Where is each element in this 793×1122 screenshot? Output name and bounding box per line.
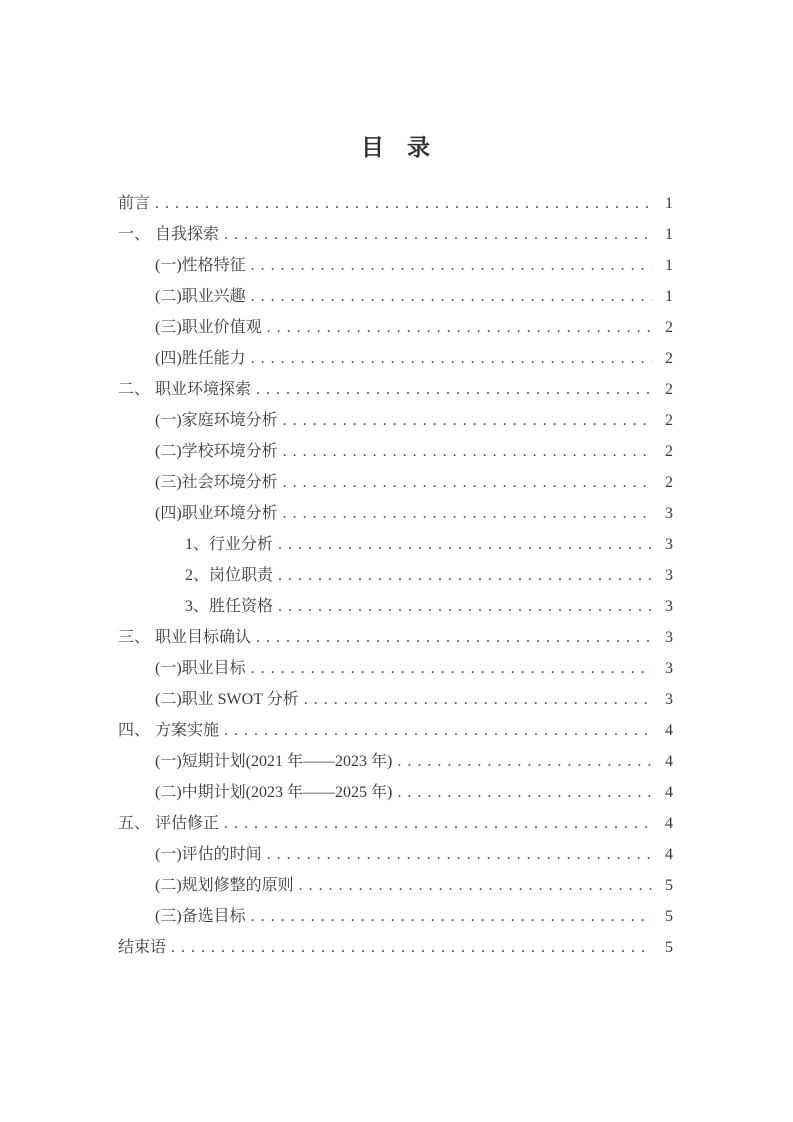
toc-entry[interactable] xyxy=(118,312,673,343)
toc-dot-leader xyxy=(251,653,652,684)
toc-entry-prefix: 一、 xyxy=(118,226,151,243)
toc-dot-leader xyxy=(278,560,652,591)
toc-entry-page: 2 xyxy=(665,443,673,460)
toc-title: 目 录 xyxy=(361,135,430,160)
toc-entry-text: (一)性格特征 xyxy=(155,257,246,274)
toc-entry-page: 3 xyxy=(665,598,673,615)
toc-entry-page: 5 xyxy=(665,877,673,894)
toc-entry-text: 职业目标确认 xyxy=(155,629,252,646)
toc-entry[interactable] xyxy=(118,250,673,281)
toc-entry[interactable] xyxy=(118,374,673,405)
toc-entry-page: 4 xyxy=(665,784,673,801)
toc-entry-page: 3 xyxy=(665,629,673,646)
toc-entry-page: 3 xyxy=(665,567,673,584)
toc-dot-leader xyxy=(278,529,652,560)
toc-dot-leader xyxy=(283,467,652,498)
toc-dot-leader xyxy=(251,343,652,374)
toc-dot-leader xyxy=(171,932,652,963)
toc-dot-leader xyxy=(299,870,652,901)
toc-entry-text: (四)职业环境分析 xyxy=(155,505,278,522)
toc-entry[interactable] xyxy=(118,498,673,529)
toc-entry-page: 5 xyxy=(665,908,673,925)
toc-entry[interactable] xyxy=(118,808,673,839)
toc-dot-leader xyxy=(251,250,652,281)
toc-list xyxy=(118,188,673,963)
toc-entry-page: 1 xyxy=(665,288,673,305)
toc-entry[interactable] xyxy=(118,715,673,746)
toc-entry[interactable] xyxy=(118,529,673,560)
toc-dot-leader xyxy=(304,684,652,715)
toc-entry[interactable] xyxy=(118,560,673,591)
toc-entry-text: (三)社会环境分析 xyxy=(155,474,278,491)
toc-entry[interactable] xyxy=(118,932,673,963)
toc-entry[interactable] xyxy=(118,436,673,467)
toc-entry-page: 3 xyxy=(665,536,673,553)
toc-dot-leader xyxy=(224,219,652,250)
toc-entry-text: (一)评估的时间 xyxy=(155,846,262,863)
toc-entry-page: 4 xyxy=(665,846,673,863)
toc-entry-text: 职业环境探索 xyxy=(155,381,252,398)
toc-dot-leader xyxy=(267,839,652,870)
toc-entry-page: 2 xyxy=(665,319,673,336)
toc-dot-leader xyxy=(251,901,652,932)
toc-entry-text: 结束语 xyxy=(118,939,167,956)
toc-entry-text: (一)家庭环境分析 xyxy=(155,412,278,429)
toc-entry-page: 5 xyxy=(665,939,673,956)
toc-entry-text: (二)职业 SWOT 分析 xyxy=(155,691,299,708)
toc-dot-leader xyxy=(224,808,652,839)
toc-entry-text: 方案实施 xyxy=(155,722,220,739)
toc-dot-leader xyxy=(256,622,652,653)
toc-entry[interactable] xyxy=(118,839,673,870)
toc-entry-page: 4 xyxy=(665,722,673,739)
toc-entry-page: 2 xyxy=(665,381,673,398)
toc-entry[interactable] xyxy=(118,653,673,684)
toc-entry-text: (一)短期计划(2021 年——2023 年) xyxy=(155,753,393,770)
toc-entry-text: (二)职业兴趣 xyxy=(155,288,246,305)
toc-entry-text: 2、岗位职责 xyxy=(185,567,274,584)
toc-entry-page: 1 xyxy=(665,195,673,212)
toc-dot-leader xyxy=(251,281,652,312)
toc-entry-page: 1 xyxy=(665,226,673,243)
toc-entry-page: 3 xyxy=(665,505,673,522)
toc-dot-leader xyxy=(397,777,652,808)
toc-entry-text: (一)职业目标 xyxy=(155,660,246,677)
toc-entry[interactable] xyxy=(118,591,673,622)
toc-entry[interactable] xyxy=(118,684,673,715)
toc-entry-prefix: 四、 xyxy=(118,722,151,739)
toc-dot-leader xyxy=(278,591,652,622)
toc-entry-text: (三)备选目标 xyxy=(155,908,246,925)
toc-entry[interactable] xyxy=(118,343,673,374)
toc-dot-leader xyxy=(283,498,652,529)
toc-dot-leader xyxy=(155,188,652,219)
toc-entry[interactable] xyxy=(118,870,673,901)
toc-entry-prefix: 二、 xyxy=(118,381,151,398)
toc-dot-leader xyxy=(256,374,652,405)
toc-entry-prefix: 三、 xyxy=(118,629,151,646)
toc-entry[interactable] xyxy=(118,777,673,808)
toc-entry-page: 1 xyxy=(665,257,673,274)
toc-entry-text: 评估修正 xyxy=(155,815,220,832)
toc-dot-leader xyxy=(283,436,652,467)
toc-dot-leader xyxy=(283,405,652,436)
toc-entry-page: 4 xyxy=(665,815,673,832)
toc-entry-text: 3、胜任资格 xyxy=(185,598,274,615)
toc-entry-page: 2 xyxy=(665,474,673,491)
toc-dot-leader xyxy=(397,746,652,777)
toc-entry[interactable] xyxy=(118,901,673,932)
toc-entry-text: 1、行业分析 xyxy=(185,536,274,553)
toc-entry[interactable] xyxy=(118,746,673,777)
toc-entry-page: 4 xyxy=(665,753,673,770)
toc-entry[interactable] xyxy=(118,467,673,498)
toc-entry-page: 2 xyxy=(665,412,673,429)
toc-entry-text: (四)胜任能力 xyxy=(155,350,246,367)
toc-entry[interactable] xyxy=(118,188,673,219)
toc-entry-text: (二)学校环境分析 xyxy=(155,443,278,460)
toc-entry-page: 3 xyxy=(665,660,673,677)
toc-entry-text: 前言 xyxy=(118,195,151,212)
toc-entry-text: (三)职业价值观 xyxy=(155,319,262,336)
toc-entry-page: 2 xyxy=(665,350,673,367)
toc-dot-leader xyxy=(267,312,652,343)
toc-entry-text: 自我探索 xyxy=(155,226,220,243)
toc-entry-prefix: 五、 xyxy=(118,815,151,832)
toc-entry-page: 3 xyxy=(665,691,673,708)
toc-entry[interactable] xyxy=(118,281,673,312)
toc-entry-text: (二)中期计划(2023 年——2025 年) xyxy=(155,784,393,801)
toc-dot-leader xyxy=(224,715,652,746)
toc-entry[interactable] xyxy=(118,405,673,436)
toc-entry-text: (二)规划修整的原则 xyxy=(155,877,294,894)
toc-entry[interactable] xyxy=(118,219,673,250)
toc-entry[interactable] xyxy=(118,622,673,653)
